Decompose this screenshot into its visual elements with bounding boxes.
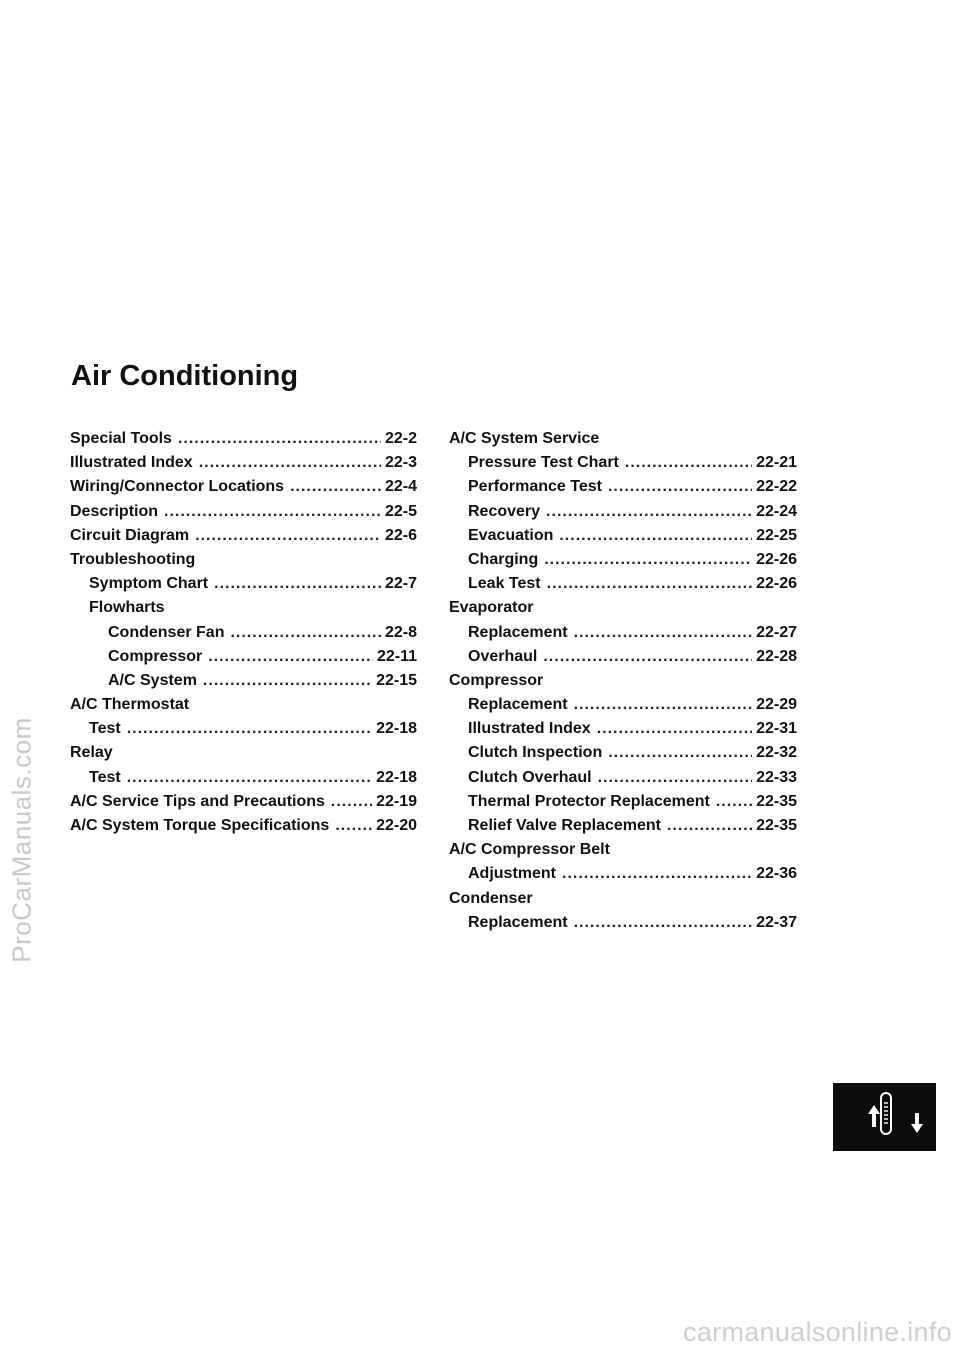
toc-entry-page: 22-5 — [384, 502, 417, 520]
dot-leader — [562, 862, 752, 886]
toc-entry-label: Relief Valve Replacement — [468, 817, 661, 834]
toc-entry — [449, 862, 797, 886]
dot-leader — [335, 814, 372, 838]
toc-entry-page: 22-7 — [384, 575, 417, 593]
toc-entry — [449, 524, 797, 548]
dot-leader — [127, 766, 372, 790]
toc-heading — [449, 669, 797, 693]
toc-entry — [449, 645, 797, 669]
toc-entry-label: Replacement — [468, 623, 568, 641]
toc-entry — [449, 766, 797, 790]
dot-leader — [546, 500, 752, 524]
toc-entry-page: 22-31 — [756, 720, 797, 738]
toc-entry-label: Relay — [70, 744, 113, 762]
toc-heading — [70, 548, 417, 572]
toc-entry-label: Wiring/Connector Locations — [70, 478, 285, 496]
toc-entry-page: 22-28 — [756, 647, 797, 665]
dot-leader — [625, 451, 752, 475]
watermark-carmanualsonline: carmanualsonline.info — [683, 1317, 952, 1347]
toc-entry-label: Evacuation — [468, 526, 554, 544]
toc-entry-label: Special Tools — [70, 430, 172, 447]
toc-entry-label: Test — [89, 768, 121, 786]
toc-entry-label: Symptom Chart — [89, 575, 209, 593]
dot-leader — [208, 645, 373, 669]
toc-heading — [70, 741, 417, 765]
toc-entry-page: 22-19 — [376, 792, 417, 810]
dot-leader — [164, 500, 381, 524]
toc-entry — [70, 621, 417, 645]
toc-entry-page: 22-35 — [756, 792, 797, 810]
toc-entry-page: 22-33 — [756, 768, 797, 786]
toc-entry-page: 22-37 — [756, 913, 797, 931]
toc-entry-page: 22-36 — [756, 865, 797, 883]
toc-entry-label: Description — [70, 502, 159, 520]
toc-entry — [449, 693, 797, 717]
toc-entry-page: 22-11 — [376, 647, 417, 665]
toc-entry-label: A/C System Service — [449, 430, 600, 447]
toc-entry-page: 22-21 — [756, 454, 797, 472]
toc-entry-page: 22-18 — [376, 720, 417, 738]
toc-entry-label: Illustrated Index — [468, 720, 591, 738]
toc-entry-label: Flowharts — [89, 599, 165, 617]
toc-entry-label: Leak Test — [468, 575, 541, 593]
toc-heading — [449, 887, 797, 911]
toc-entry — [449, 475, 797, 499]
toc-entry — [449, 790, 797, 814]
toc-entry-label: Charging — [468, 550, 539, 568]
toc-entry — [70, 427, 417, 451]
dot-leader — [574, 621, 752, 645]
toc-entry-label: A/C Service Tips and Precautions — [70, 792, 325, 810]
toc-entry-label: Test — [89, 720, 121, 738]
toc-left-column — [70, 427, 417, 838]
dot-leader — [199, 451, 381, 475]
toc-entry-label: Compressor — [108, 647, 203, 665]
toc-entry — [70, 524, 417, 548]
toc-entry-label: Adjustment — [468, 865, 556, 883]
toc-entry-label: Thermal Protector Replacement — [468, 792, 710, 810]
toc-entry — [70, 500, 417, 524]
toc-entry-label: Replacement — [468, 913, 568, 931]
toc-entry — [70, 790, 417, 814]
toc-entry-page: 22-22 — [756, 478, 797, 496]
toc-entry-label: Clutch Inspection — [468, 744, 603, 762]
toc-heading — [449, 838, 797, 862]
toc-entry-label: Evaporator — [449, 599, 534, 617]
thermometer-up-down-icon — [833, 1083, 936, 1151]
toc-entry — [70, 572, 417, 596]
toc-entry-label: A/C Thermostat — [70, 696, 190, 714]
dot-leader — [331, 790, 372, 814]
toc-entry-page: 22-35 — [756, 817, 797, 834]
toc-entry-label: Condenser — [449, 889, 533, 907]
toc-heading — [70, 693, 417, 717]
toc-entry — [70, 669, 417, 693]
dot-leader — [195, 524, 381, 548]
toc-entry — [449, 717, 797, 741]
toc-entry — [70, 717, 417, 741]
dot-leader — [290, 475, 381, 499]
toc-entry-page: 22-6 — [384, 526, 417, 544]
toc-entry — [70, 451, 417, 475]
toc-entry-label: Recovery — [468, 502, 541, 520]
toc-entry-page: 22-3 — [384, 454, 417, 472]
toc-entry-label: Performance Test — [468, 478, 602, 496]
toc-entry — [449, 621, 797, 645]
dot-leader — [597, 717, 752, 741]
toc-entry-label: A/C Compressor Belt — [449, 841, 610, 859]
toc-entry-label: Condenser Fan — [108, 623, 225, 641]
toc-entry-page: 22-20 — [376, 817, 417, 834]
toc-entry-label: A/C System — [108, 671, 197, 689]
dot-leader — [203, 669, 372, 693]
toc-entry-label: Troubleshooting — [70, 550, 196, 568]
toc-entry — [449, 451, 797, 475]
dot-leader — [230, 621, 381, 645]
toc-entry — [449, 814, 797, 838]
dot-leader — [716, 790, 752, 814]
toc-entry-page: 22-27 — [756, 623, 797, 641]
toc-entry-page: 22-32 — [756, 744, 797, 762]
toc-heading — [70, 596, 417, 620]
toc-entry-page: 22-8 — [384, 623, 417, 641]
toc-entry-label: A/C System Torque Specifications — [70, 817, 330, 834]
toc-entry — [449, 911, 797, 935]
toc-entry — [70, 814, 417, 838]
toc-heading — [449, 427, 797, 451]
toc-entry — [70, 766, 417, 790]
toc-entry-page: 22-25 — [756, 526, 797, 544]
toc-entry — [70, 475, 417, 499]
toc-entry-label: Replacement — [468, 696, 568, 714]
toc-entry-page: 22-26 — [756, 575, 797, 593]
dot-leader — [598, 766, 753, 790]
page-title: Air Conditioning — [71, 360, 299, 392]
dot-leader — [543, 645, 752, 669]
toc-entry-label: Compressor — [449, 671, 544, 689]
toc-entry — [449, 500, 797, 524]
dot-leader — [127, 717, 372, 741]
toc-entry-page: 22-2 — [384, 430, 417, 447]
dot-leader — [608, 741, 752, 765]
dot-leader — [547, 572, 752, 596]
dot-leader — [559, 524, 752, 548]
toc-entry — [70, 645, 417, 669]
toc-entry-page: 22-18 — [376, 768, 417, 786]
toc-entry-label: Circuit Diagram — [70, 526, 190, 544]
watermark-procarmanuals: ProCarManuals.com — [6, 717, 37, 963]
dot-leader — [544, 548, 752, 572]
toc-entry — [449, 548, 797, 572]
toc-heading — [449, 596, 797, 620]
toc-entry-page: 22-29 — [756, 696, 797, 714]
dot-leader — [178, 427, 381, 451]
dot-leader — [214, 572, 381, 596]
toc-entry-label: Clutch Overhaul — [468, 768, 592, 786]
toc-entry-label: Pressure Test Chart — [468, 454, 619, 472]
toc-entry-page: 22-15 — [376, 671, 417, 689]
toc-entry-label: Illustrated Index — [70, 454, 193, 472]
dot-leader — [608, 475, 752, 499]
dot-leader — [667, 814, 752, 838]
dot-leader — [574, 693, 752, 717]
toc-entry-page: 22-4 — [384, 478, 417, 496]
dot-leader — [574, 911, 752, 935]
toc-entry-label: Overhaul — [468, 647, 538, 665]
toc-entry — [449, 572, 797, 596]
section-badge — [833, 1083, 936, 1151]
toc-entry-page: 22-24 — [756, 502, 797, 520]
toc-entry-page: 22-26 — [756, 550, 797, 568]
toc-right-column — [449, 427, 797, 935]
toc-entry — [449, 741, 797, 765]
